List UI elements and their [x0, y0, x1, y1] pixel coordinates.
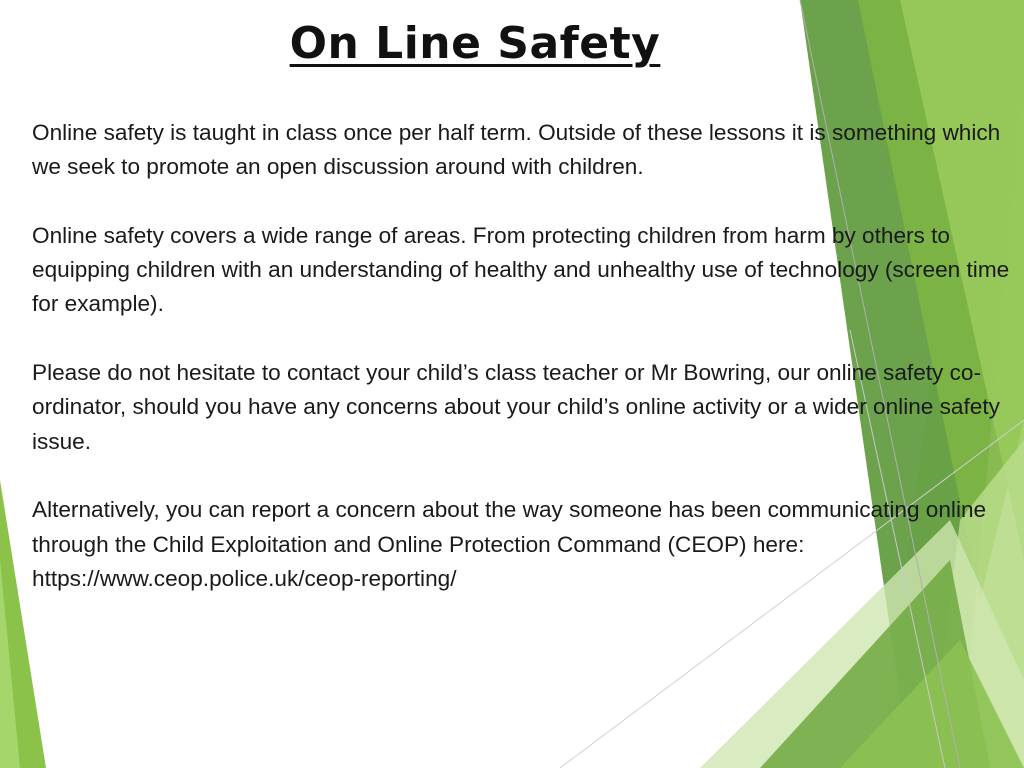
paragraph-contact-teacher: Please do not hesitate to contact your child’s class teacher or Mr Bowring, our online safety co-ordinator, should you have any concerns about your child’s online activity or a wider online safety issue.: [32, 360, 1000, 454]
page-title: On Line Safety: [289, 18, 661, 69]
paragraph-online-safety-taught: Online safety is taught in class once per half term. Outside of these lessons it is something which we seek to promote an open discussion around with children.: [32, 120, 1001, 180]
paragraph-wide-range: Online safety covers a wide range of areas. From protecting children from harm by others to equipping children with an understanding of healthy and unhealthy use of technology (screen time for example).: [32, 222, 1010, 317]
paragraph-ceop-report[interactable]: Alternatively, you can report a concern about the way someone has been communicating online through the Child Exploitation and Online Protection Command (CEOP) here: https://www.ceop.police.uk/ceop-reporting/: [32, 497, 987, 591]
body-text: [32, 116, 1012, 630]
